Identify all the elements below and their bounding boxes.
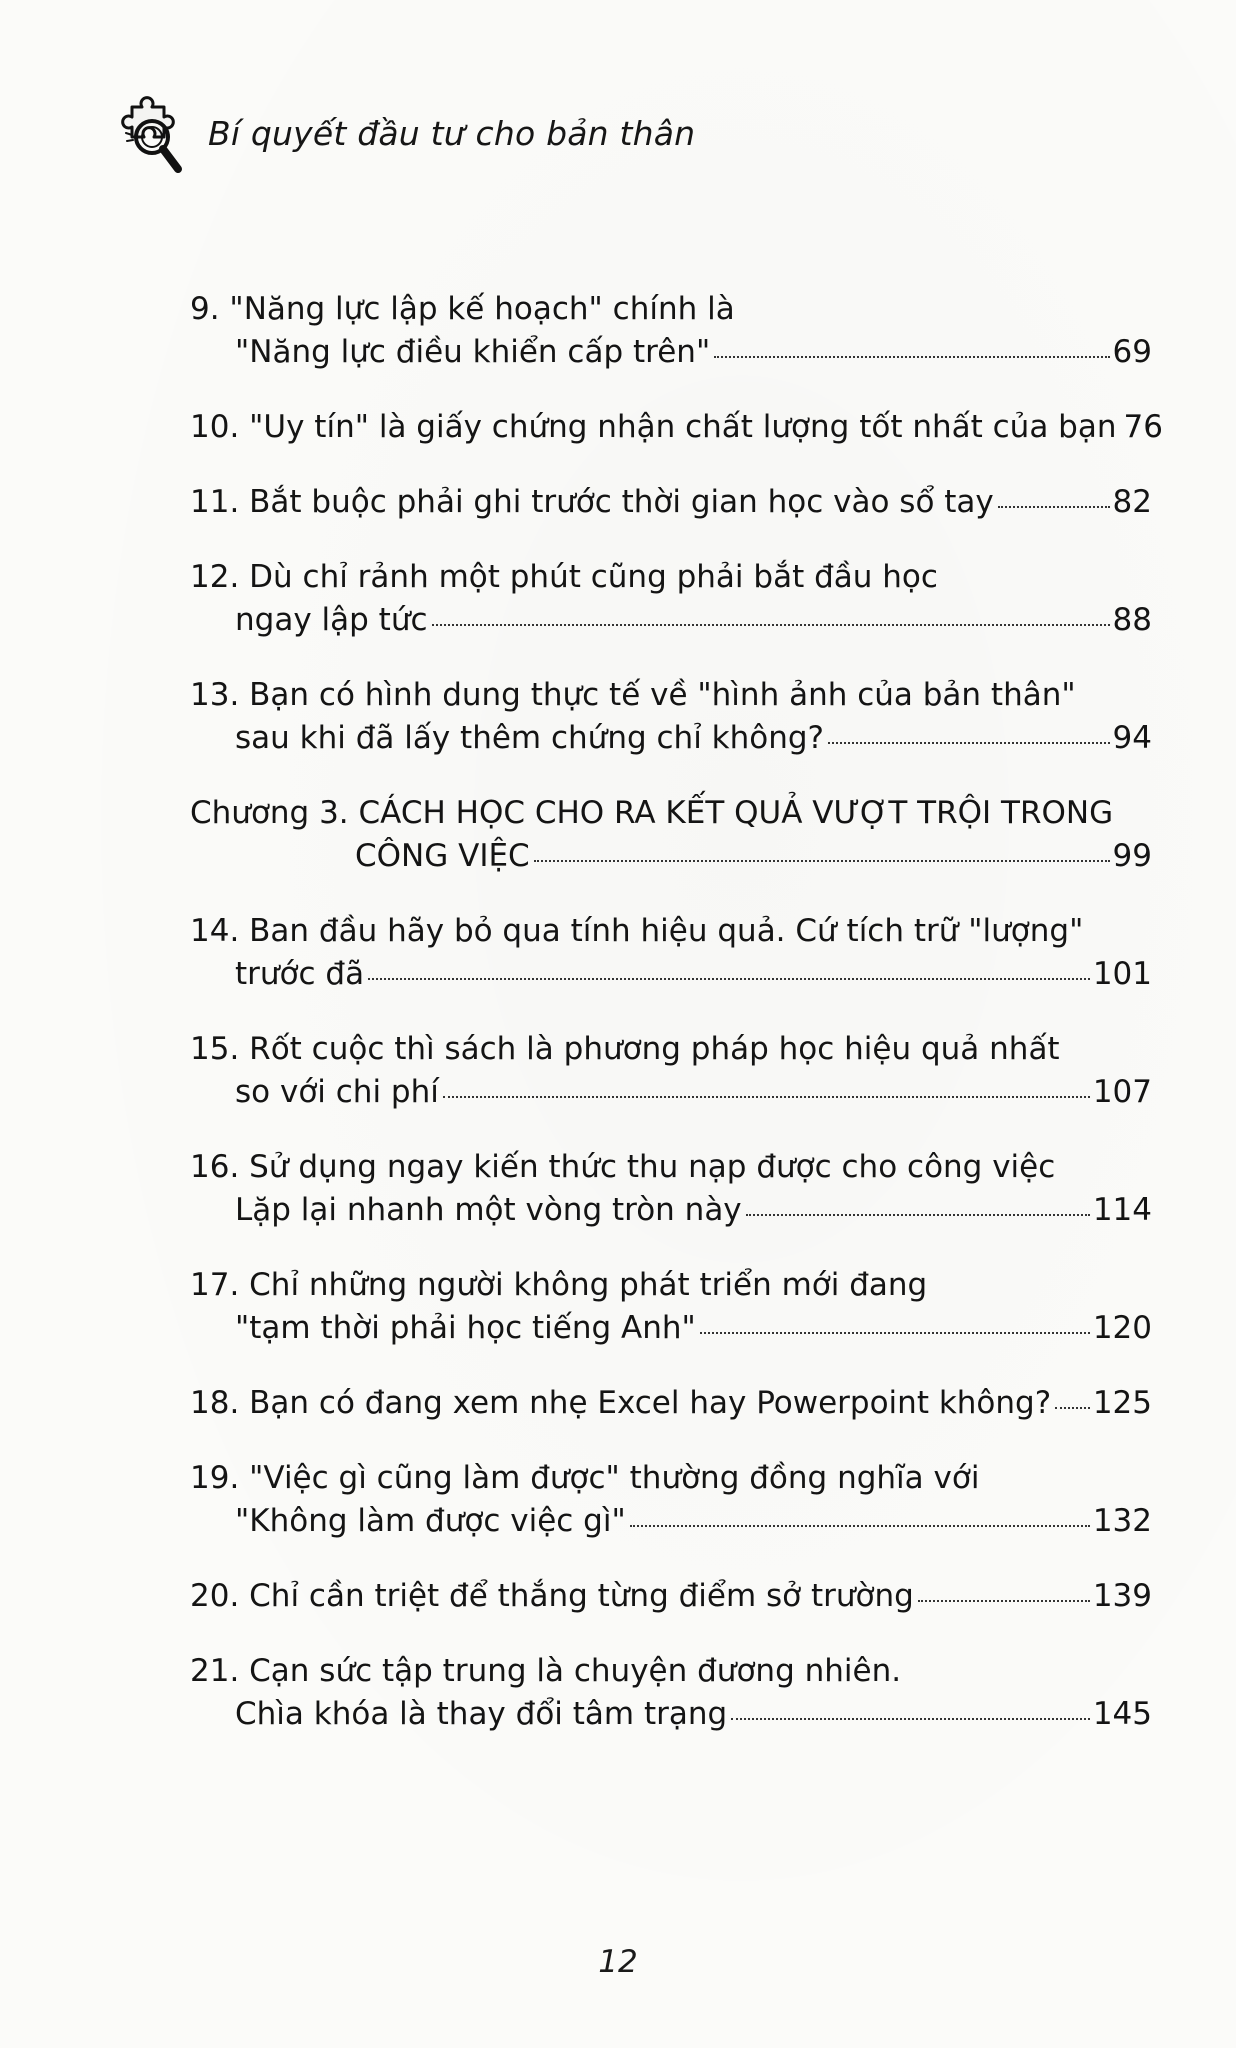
toc-entry-page: 120 (1092, 1310, 1152, 1346)
toc-entry-title: so với chi phí (235, 1074, 439, 1110)
toc-entry-title: 10. "Uy tín" là giấy chứng nhận chất lượng tốt nhất của bạn (190, 409, 1117, 445)
header-title: Bí quyết đầu tư cho bản thân (208, 113, 696, 153)
toc-entry (190, 556, 1152, 642)
toc-entry-title: 20. Chỉ cần triệt để thắng từng điểm sở trường (190, 1578, 914, 1614)
toc-entry-last-line (190, 1307, 1152, 1350)
dot-leader (998, 506, 1110, 508)
toc-entry-title: ngay lập tức (235, 602, 428, 638)
toc-entry-page: 94 (1112, 720, 1152, 756)
toc-entry-line: 9. "Năng lực lập kế hoạch" chính là (190, 291, 735, 327)
dot-leader (630, 1525, 1090, 1527)
toc-entry (190, 792, 1152, 878)
toc-entry (190, 1575, 1152, 1618)
running-header (118, 92, 695, 182)
toc-entry-last-line (190, 1693, 1152, 1736)
toc-entry-page: 82 (1112, 484, 1152, 520)
toc-entry-title: 18. Bạn có đang xem nhẹ Excel hay Powerpoint không? (190, 1385, 1052, 1421)
toc-entry (190, 1146, 1152, 1232)
toc-entry-last-line (190, 1500, 1152, 1543)
dot-leader (1055, 1407, 1090, 1409)
toc-entry-page: 88 (1112, 602, 1152, 638)
toc-entry-page: 139 (1092, 1578, 1152, 1614)
toc-entry-line: 13. Bạn có hình dung thực tế về "hình ảnh của bản thân" (190, 677, 1076, 713)
toc-entry-title: CÔNG VIỆC (355, 838, 530, 874)
toc-entry-last-line (190, 331, 1152, 374)
toc-entry-last-line (190, 1071, 1152, 1114)
dot-leader (828, 742, 1110, 744)
puzzle-magnifier-icon (118, 93, 190, 181)
toc-entry-page: 99 (1112, 838, 1152, 874)
toc-entry-line: Chương 3. CÁCH HỌC CHO RA KẾT QUẢ VƯỢT TRỘI TRONG (190, 795, 1114, 831)
page-number: 12 (598, 1944, 638, 1980)
toc-entry-last-line (190, 406, 1163, 449)
toc-entry-last-line (190, 953, 1152, 996)
toc-entry-last-line (190, 717, 1152, 760)
toc-entry-page: 145 (1092, 1696, 1152, 1732)
toc-entry-title: Chìa khóa là thay đổi tâm trạng (235, 1696, 728, 1732)
toc-entry-title: trước đã (235, 956, 365, 992)
toc-entry-page: 114 (1092, 1192, 1152, 1228)
toc-entry-line: 21. Cạn sức tập trung là chuyện đương nhiên. (190, 1653, 902, 1689)
toc-entry-page: 132 (1092, 1503, 1152, 1539)
toc-entry (190, 1457, 1152, 1543)
dot-leader (534, 860, 1110, 862)
toc-entry-page: 69 (1112, 334, 1152, 370)
dot-leader (368, 978, 1090, 980)
toc-entry (190, 1382, 1152, 1425)
toc-entry (190, 1264, 1152, 1350)
toc-entry (190, 1028, 1152, 1114)
toc-entry-page: 107 (1092, 1074, 1152, 1110)
toc-entry-page: 101 (1092, 956, 1152, 992)
toc-entry-title: Lặp lại nhanh một vòng tròn này (235, 1192, 742, 1228)
toc-entry (190, 910, 1152, 996)
dot-leader (432, 624, 1110, 626)
toc-entry-title: 11. Bắt buộc phải ghi trước thời gian học vào sổ tay (190, 484, 994, 520)
dot-leader (714, 356, 1109, 358)
toc-entry-line: 12. Dù chỉ rảnh một phút cũng phải bắt đầu học (190, 559, 938, 595)
toc-entry-last-line (190, 1575, 1152, 1618)
toc-entry-line: 16. Sử dụng ngay kiến thức thu nạp được cho công việc (190, 1149, 1056, 1185)
toc-entry-line: 19. "Việc gì cũng làm được" thường đồng nghĩa với (190, 1460, 980, 1496)
toc-entry-last-line (190, 835, 1152, 878)
table-of-contents (190, 288, 1163, 1768)
toc-entry-title: sau khi đã lấy thêm chứng chỉ không? (235, 720, 824, 756)
toc-entry-page: 76 (1123, 409, 1163, 445)
toc-entry-line: 17. Chỉ những người không phát triển mới đang (190, 1267, 928, 1303)
toc-entry-last-line (190, 599, 1152, 642)
toc-entry-last-line (190, 481, 1152, 524)
toc-entry-line: 14. Ban đầu hãy bỏ qua tính hiệu quả. Cứ tích trữ "lượng" (190, 913, 1084, 949)
toc-entry-last-line (190, 1189, 1152, 1232)
dot-leader (746, 1214, 1090, 1216)
toc-entry (190, 481, 1152, 524)
toc-entry-last-line (190, 1382, 1152, 1425)
toc-entry-title: "Không làm được việc gì" (235, 1503, 626, 1539)
dot-leader (731, 1718, 1090, 1720)
dot-leader (443, 1096, 1090, 1098)
toc-entry-title: "tạm thời phải học tiếng Anh" (235, 1310, 696, 1346)
toc-entry (190, 288, 1152, 374)
dot-leader (700, 1332, 1090, 1334)
toc-entry-title: "Năng lực điều khiển cấp trên" (235, 334, 711, 370)
toc-entry (190, 406, 1163, 449)
toc-entry (190, 1650, 1152, 1736)
toc-entry (190, 674, 1152, 760)
toc-entry-page: 125 (1092, 1385, 1152, 1421)
dot-leader (918, 1600, 1090, 1602)
toc-entry-line: 15. Rốt cuộc thì sách là phương pháp học hiệu quả nhất (190, 1031, 1060, 1067)
